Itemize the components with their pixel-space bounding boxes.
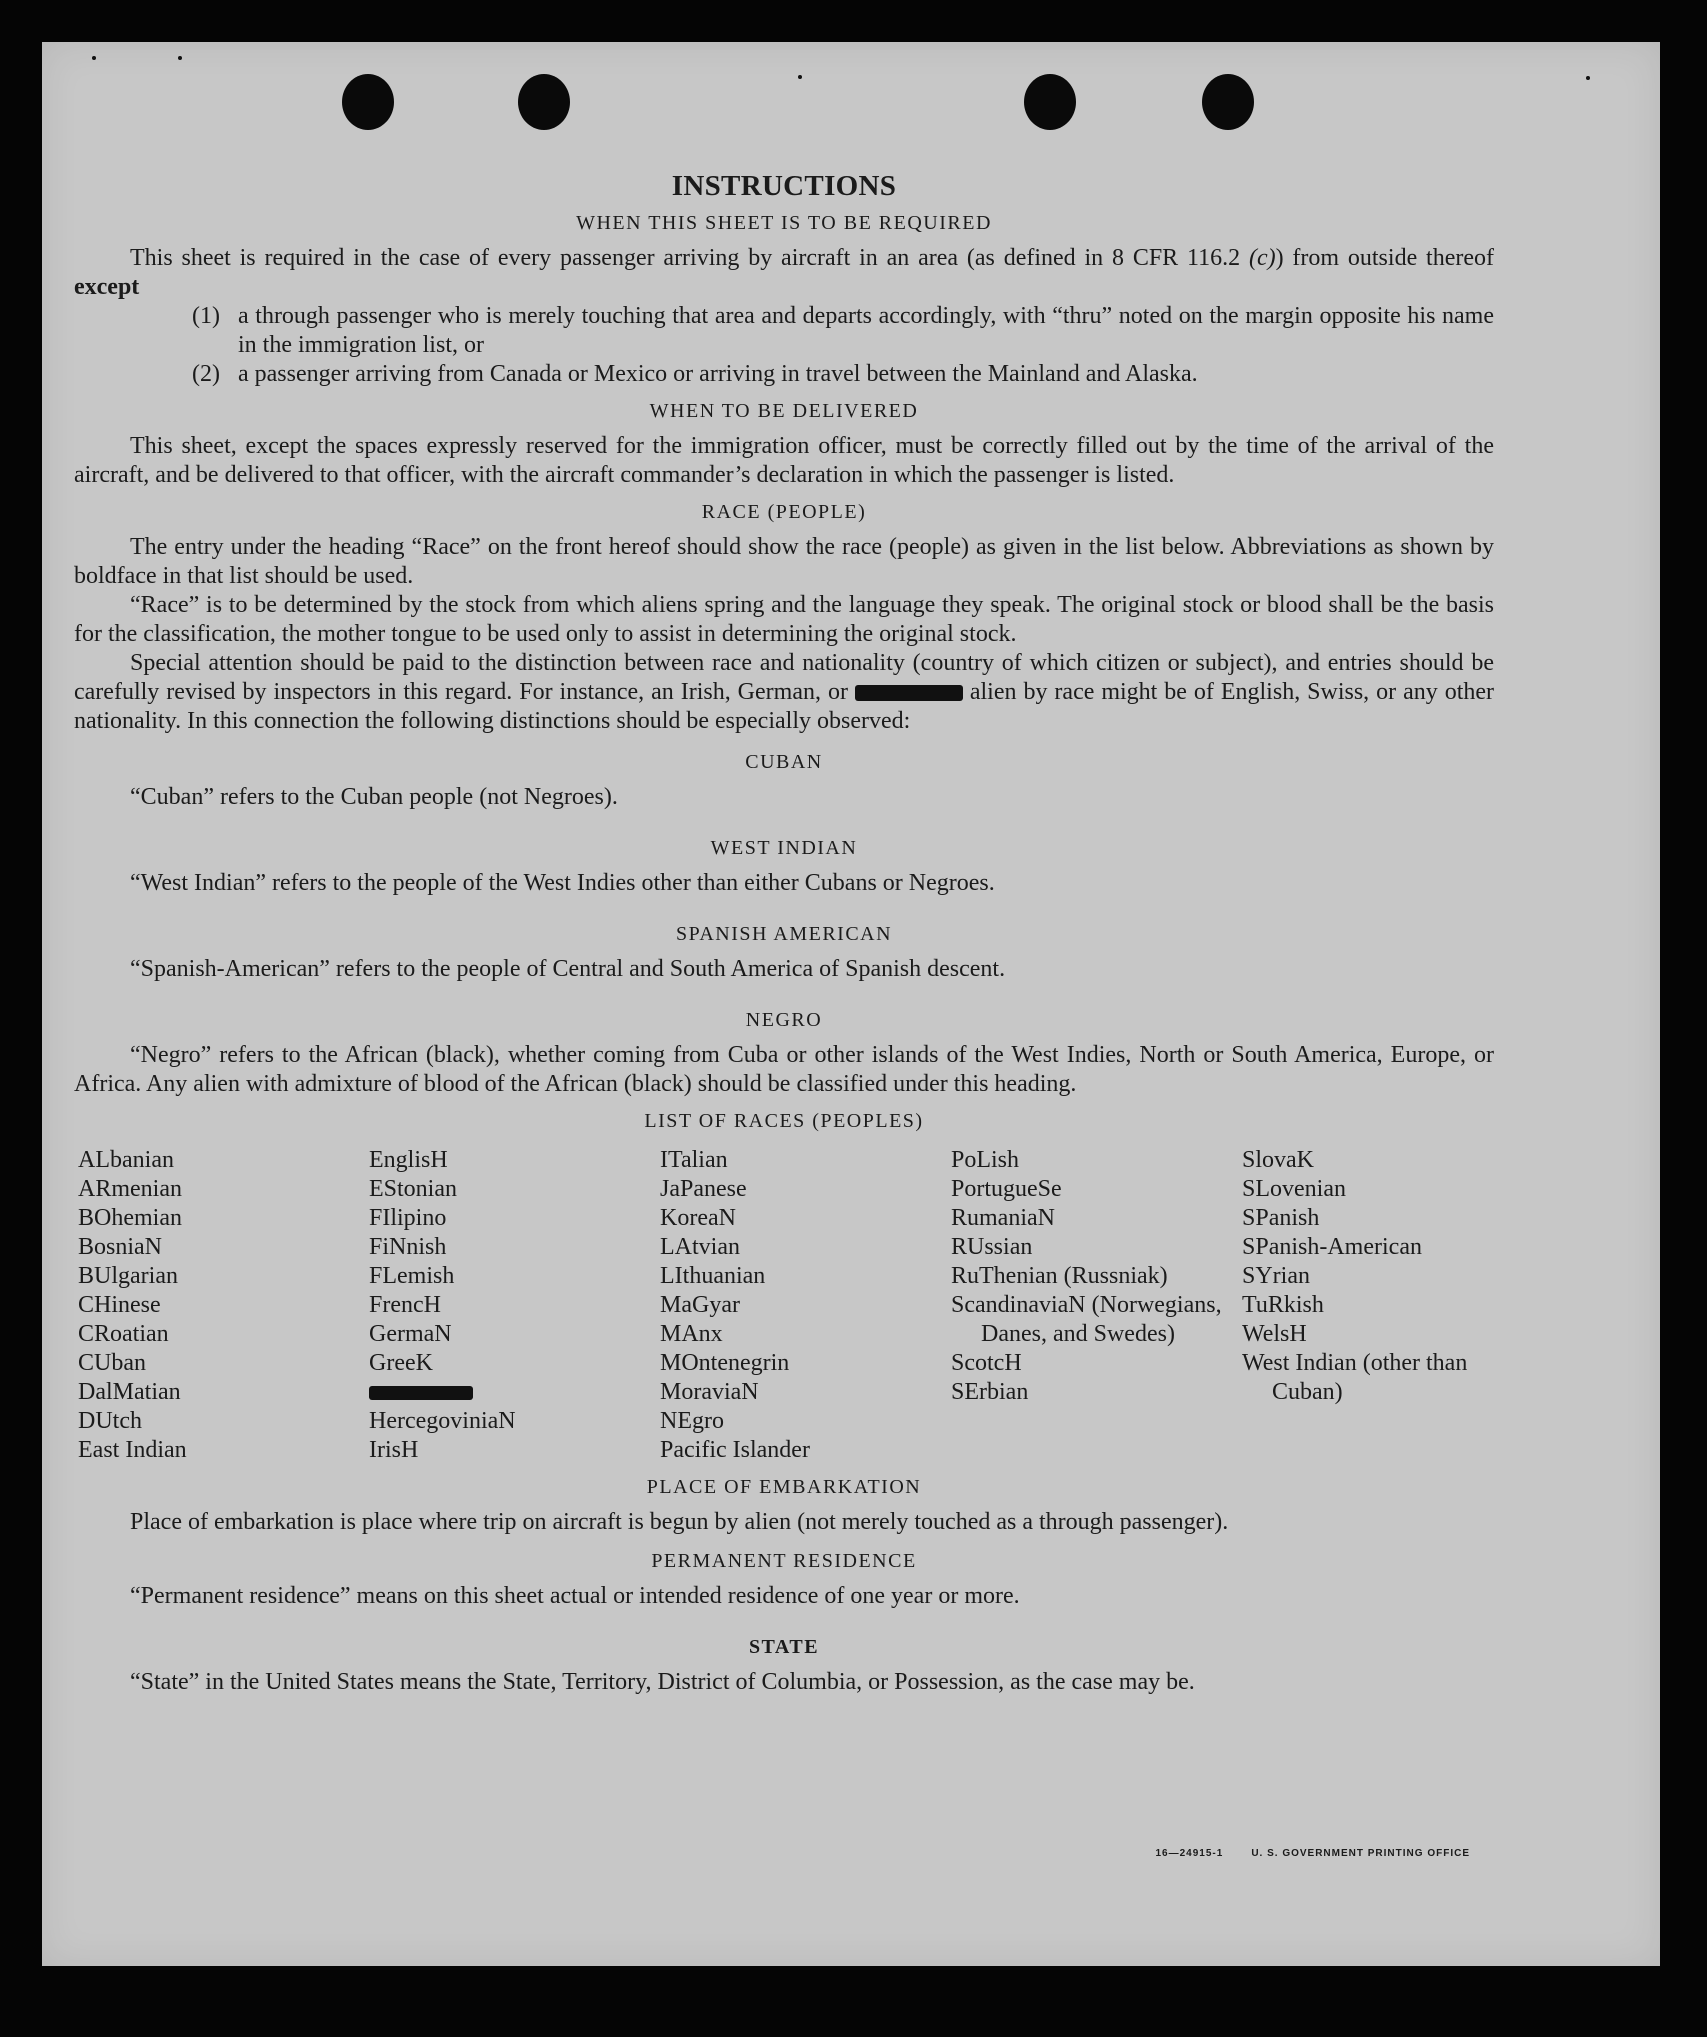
spanish-american-body: “Spanish-American” refers to the people of Central and South America of Spanish descent.: [130, 956, 1006, 982]
race-paragraph: The entry under the heading “Race” on the front hereof should show the race (people) as given in the list below. Abbreviations as shown by boldface in that list should be used.: [74, 534, 1494, 589]
races-column: [369, 1146, 660, 1465]
race-item: SPanish: [1242, 1205, 1320, 1231]
races-column: [951, 1146, 1242, 1465]
race-item: East Indian: [78, 1437, 187, 1463]
when-delivered-body: This sheet, except the spaces expressly reserved for the immigration officer, must be correctly filled out by the time of the arrival of the aircraft, and be delivered to that officer, with the aircraft commander’s declaration in which the passenger is listed.: [74, 433, 1494, 488]
race-item-redacted: [369, 1378, 660, 1407]
residence-body: “Permanent residence” means on this sheet actual or intended residence of one year or more.: [130, 1583, 1020, 1609]
race-paragraph: Special attention should be paid to the distinction between race and nationality (country of which citizen or subject), and entries should be carefully revised by inspectors in this regard. For instance, an Irish, German, or alien by race might be of English, Swiss, or any other nationality. In this connection the following distinctions should be especially observed:: [74, 650, 1495, 734]
race-item: SlovaK: [1242, 1147, 1314, 1173]
race-item: TuRkish: [1242, 1292, 1324, 1318]
race-item: EnglisH: [369, 1147, 448, 1173]
race-item: JaPanese: [660, 1176, 747, 1202]
scan-speck: [178, 56, 182, 60]
form-code: 16—24915-1: [1155, 1848, 1224, 1859]
scan-speck: [92, 56, 96, 60]
race-item: FrencH: [369, 1292, 441, 1318]
embarkation-body: Place of embarkation is place where trip on aircraft is begun by alien (not merely touched as a through passenger).: [130, 1509, 1229, 1535]
instructions-content: [74, 172, 1494, 1697]
heading-race: RACE (PEOPLE): [701, 501, 867, 523]
race-item: ScotcH: [951, 1350, 1022, 1376]
race-item: FiNnish: [369, 1234, 447, 1260]
page-title: INSTRUCTIONS: [671, 170, 897, 202]
race-item: MaGyar: [660, 1292, 740, 1318]
race-item: NEgro: [660, 1408, 724, 1434]
race-item: ScandinaviaN (Norwegians, Danes, and Swedes): [951, 1292, 1222, 1347]
race-item: HercegoviniaN: [369, 1408, 516, 1434]
race-item: ALbanian: [78, 1147, 174, 1173]
race-item: EStonian: [369, 1176, 457, 1202]
race-item: MAnx: [660, 1321, 723, 1347]
race-item: BOhemian: [78, 1205, 182, 1231]
races-list: [78, 1146, 1494, 1465]
race-item: LIthuanian: [660, 1263, 766, 1289]
race-item: BUlgarian: [78, 1263, 178, 1289]
heading-cuban: CUBAN: [745, 751, 823, 773]
race-item: DalMatian: [78, 1379, 181, 1405]
race-item: ARmenian: [78, 1176, 182, 1202]
exception-item: (2) a passenger arriving from Canada or Mexico or arriving in travel between the Mainland and Alaska.: [192, 361, 1198, 387]
race-item: FIlipino: [369, 1205, 447, 1231]
race-item: DUtch: [78, 1408, 142, 1434]
race-item: MOntenegrin: [660, 1350, 790, 1376]
cuban-body: “Cuban” refers to the Cuban people (not Negroes).: [130, 784, 618, 810]
race-item: CUban: [78, 1350, 146, 1376]
redaction-mark: [855, 685, 963, 701]
race-item: PoLish: [951, 1147, 1020, 1173]
race-item: SPanish-American: [1242, 1234, 1422, 1260]
heading-west-indian: WEST INDIAN: [710, 837, 858, 859]
exception-item: (1) a through passenger who is merely touching that area and departs accordingly, with “thru” noted on the margin opposite his name in the immigration list, or: [192, 303, 1494, 358]
scan-speck: [798, 75, 802, 79]
west-indian-body: “West Indian” refers to the people of the West Indies other than either Cubans or Negroes.: [130, 870, 995, 896]
heading-list-of-races: LIST OF RACES (PEOPLES): [644, 1110, 924, 1132]
race-item: KoreaN: [660, 1205, 736, 1231]
heading-when-required: WHEN THIS SHEET IS TO BE REQUIRED: [576, 212, 992, 234]
race-item: LAtvian: [660, 1234, 740, 1260]
heading-state: STATE: [748, 1636, 820, 1658]
document-sheet: [42, 42, 1660, 1966]
race-item: SErbian: [951, 1379, 1029, 1405]
race-paragraph: “Race” is to be determined by the stock from which aliens spring and the language they speak. The original stock or blood shall be the basis for the classification, the mother tongue to be used only to assist in determining the original stock.: [74, 592, 1494, 647]
print-footer: [1155, 1848, 1470, 1859]
heading-spanish-american: SPANISH AMERICAN: [675, 923, 893, 945]
punch-hole: [1202, 74, 1254, 130]
heading-embarkation: PLACE OF EMBARKATION: [646, 1476, 922, 1498]
race-item: SYrian: [1242, 1263, 1310, 1289]
race-item: FLemish: [369, 1263, 455, 1289]
races-column: [1242, 1146, 1498, 1465]
race-item: SLovenian: [1242, 1176, 1346, 1202]
race-item: West Indian (other than Cuban): [1242, 1350, 1468, 1405]
redaction-mark: [369, 1386, 473, 1400]
scan-speck: [1586, 76, 1590, 80]
race-item: Pacific Islander: [660, 1437, 810, 1463]
races-column: [78, 1146, 369, 1465]
race-item: RuThenian (Russniak): [951, 1263, 1168, 1289]
punch-hole: [1024, 74, 1076, 130]
race-item: GreeK: [369, 1350, 433, 1376]
races-column: [660, 1146, 951, 1465]
heading-permanent-residence: PERMANENT RESIDENCE: [651, 1550, 917, 1572]
state-body: “State” in the United States means the State, Territory, District of Columbia, or Possession, as the case may be.: [130, 1669, 1195, 1695]
race-item: MoraviaN: [660, 1379, 759, 1405]
race-item: IrisH: [369, 1437, 419, 1463]
race-item: GermaN: [369, 1321, 452, 1347]
printer-imprint: U. S. GOVERNMENT PRINTING OFFICE: [1251, 1848, 1470, 1859]
heading-negro: NEGRO: [745, 1009, 823, 1031]
race-item: ITalian: [660, 1147, 728, 1173]
race-item: WelsH: [1242, 1321, 1307, 1347]
race-item: RumaniaN: [951, 1205, 1055, 1231]
race-item: PortugueSe: [951, 1176, 1062, 1202]
negro-body: “Negro” refers to the African (black), whether coming from Cuba or other islands of the West Indies, North or South America, Europe, or Africa. Any alien with admixture of blood of the African (black) should be classified under this heading.: [74, 1042, 1494, 1097]
heading-when-delivered: WHEN TO BE DELIVERED: [649, 400, 919, 422]
race-item: BosniaN: [78, 1234, 162, 1260]
race-item: CRoatian: [78, 1321, 169, 1347]
when-required-body: This sheet is required in the case of every passenger arriving by aircraft in an area (as defined in 8 CFR 116.2 (c)) from outside thereof except: [74, 245, 1495, 300]
punch-hole: [342, 74, 394, 130]
race-item: CHinese: [78, 1292, 161, 1318]
punch-hole: [518, 74, 570, 130]
race-item: RUssian: [951, 1234, 1033, 1260]
